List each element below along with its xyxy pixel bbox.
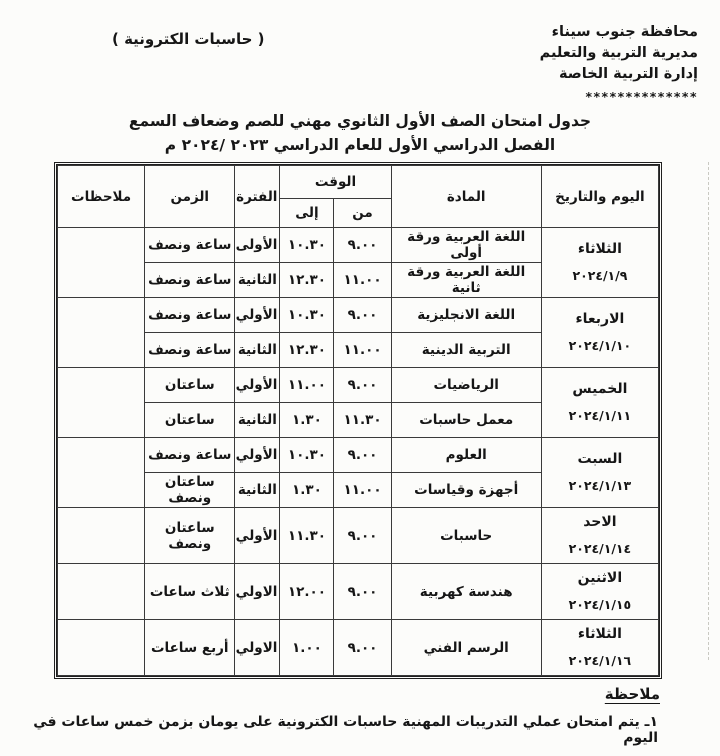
notes-cell — [58, 508, 145, 564]
duration-cell: أربع ساعات — [145, 620, 235, 676]
period-cell: الأولي — [235, 438, 280, 473]
day-date: ٢٠٢٤/١/١٥ — [568, 597, 632, 612]
subject-cell: هندسة كهربية — [391, 564, 541, 620]
time-to-cell: ١٢.٠٠ — [280, 564, 334, 620]
duration-cell: ساعة ونصف — [145, 263, 235, 298]
unit-label: ( حاسبات الكترونية ) — [112, 30, 265, 48]
notes-cell — [58, 298, 145, 368]
title-line-2: الفصل الدراسي الأول للعام الدراسي ٢٠٢٣ /٢٠٢٤ م — [164, 136, 556, 154]
day-date-cell — [541, 438, 658, 508]
time-from-cell: ٩.٠٠ — [334, 298, 391, 333]
subject-cell: أجهزة وقياسات — [391, 473, 541, 508]
time-to-cell: ١١.٠٠ — [280, 368, 334, 403]
scan-artifact-line — [708, 162, 709, 660]
org-line-department: إدارة التربية الخاصة — [558, 66, 698, 82]
time-to-cell: ١٠.٣٠ — [280, 298, 334, 333]
day-name: الثلاثاء — [577, 626, 622, 642]
day-name: الثلاثاء — [577, 241, 622, 257]
day-date: ٢٠٢٤/١/١١ — [568, 408, 632, 423]
day-date: ٢٠٢٤/١/١٦ — [568, 653, 632, 668]
notes-cell — [58, 438, 145, 508]
day-date-cell — [541, 508, 658, 564]
day-date-cell — [541, 564, 658, 620]
day-date: ٢٠٢٤/١/١٠ — [568, 338, 632, 353]
day-name: الاحد — [583, 514, 617, 530]
exam-schedule-table-frame — [54, 162, 662, 679]
time-to-cell: ١.٠٠ — [280, 620, 334, 676]
day-name: الاثنين — [577, 570, 623, 586]
time-from-cell: ٩.٠٠ — [334, 438, 391, 473]
time-to-cell: ١.٣٠ — [280, 403, 334, 438]
table-row — [58, 228, 659, 263]
header-day-date: اليوم والتاريخ — [541, 166, 658, 228]
org-divider-stars: ************** — [585, 89, 698, 104]
title-line-1: جدول امتحان الصف الأول الثانوي مهني للصم وضعاف السمع — [128, 112, 592, 130]
subject-cell: الرياضيات — [391, 368, 541, 403]
header-time: الوقت — [280, 166, 391, 199]
subject-cell: اللغة العربية ورقة ثانية — [391, 263, 541, 298]
duration-cell: ساعتان ونصف — [145, 508, 235, 564]
exam-schedule-table — [57, 165, 659, 676]
day-name: الخميس — [572, 381, 628, 397]
header-period: الفترة — [235, 166, 280, 228]
period-cell: الاولي — [235, 564, 280, 620]
org-line-governorate: محافظة جنوب سيناء — [551, 24, 698, 40]
day-date: ٢٠٢٤/١/١٣ — [568, 478, 632, 493]
period-cell: الأولي — [235, 298, 280, 333]
day-date-cell — [541, 620, 658, 676]
time-to-cell: ١٢.٣٠ — [280, 263, 334, 298]
duration-cell: ساعتان — [145, 403, 235, 438]
period-cell: الاولي — [235, 620, 280, 676]
table-row — [58, 620, 659, 676]
table-row — [58, 564, 659, 620]
footer-note-title: ملاحظة — [604, 685, 660, 703]
footer-note-line: ١ـ يتم امتحان عملي التدريبات المهنية حاسبات الكترونية على يومان بزمن خمس ساعات في اليوم — [33, 714, 658, 746]
day-date: ٢٠٢٤/١/١٤ — [568, 541, 632, 556]
period-cell: الثانية — [235, 473, 280, 508]
time-from-cell: ٩.٠٠ — [334, 564, 391, 620]
header-duration: الزمن — [145, 166, 235, 228]
subject-cell: العلوم — [391, 438, 541, 473]
day-date-cell — [541, 298, 658, 368]
table-row — [58, 368, 659, 403]
org-line-directorate: مديرية التربية والتعليم — [539, 45, 698, 61]
duration-cell: ثلاث ساعات — [145, 564, 235, 620]
day-date-cell — [541, 368, 658, 438]
duration-cell: ساعتان ونصف — [145, 473, 235, 508]
period-cell: الثانية — [235, 263, 280, 298]
time-to-cell: ١٢.٣٠ — [280, 333, 334, 368]
header-time-from: من — [334, 199, 391, 228]
period-cell: الثانية — [235, 333, 280, 368]
time-to-cell: ١.٣٠ — [280, 473, 334, 508]
time-from-cell: ١١.٠٠ — [334, 473, 391, 508]
subject-cell: معمل حاسبات — [391, 403, 541, 438]
duration-cell: ساعة ونصف — [145, 228, 235, 263]
subject-cell: اللغة الانجليزية — [391, 298, 541, 333]
duration-cell: ساعة ونصف — [145, 298, 235, 333]
notes-cell — [58, 228, 145, 298]
subject-cell: التربية الدينية — [391, 333, 541, 368]
time-from-cell: ٩.٠٠ — [334, 228, 391, 263]
period-cell: الثانية — [235, 403, 280, 438]
time-to-cell: ١٠.٣٠ — [280, 438, 334, 473]
time-from-cell: ٩.٠٠ — [334, 508, 391, 564]
header-time-to: إلى — [280, 199, 334, 228]
day-date-cell — [541, 228, 658, 298]
day-name: الاربعاء — [575, 311, 625, 327]
subject-cell: اللغة العربية ورقة أولى — [391, 228, 541, 263]
period-cell: الأولي — [235, 508, 280, 564]
period-cell: الأولي — [235, 368, 280, 403]
day-date: ٢٠٢٤/١/٩ — [572, 268, 628, 283]
duration-cell: ساعة ونصف — [145, 333, 235, 368]
period-cell: الأولى — [235, 228, 280, 263]
subject-cell: الرسم الفني — [391, 620, 541, 676]
time-from-cell: ١١.٣٠ — [334, 403, 391, 438]
time-from-cell: ١١.٠٠ — [334, 263, 391, 298]
header-subject: المادة — [391, 166, 541, 228]
table-row — [58, 298, 659, 333]
duration-cell: ساعتان — [145, 368, 235, 403]
table-row — [58, 508, 659, 564]
notes-cell — [58, 620, 145, 676]
table-row — [58, 438, 659, 473]
header-notes: ملاحظات — [58, 166, 145, 228]
day-name: السبت — [577, 451, 623, 467]
time-from-cell: ٩.٠٠ — [334, 620, 391, 676]
notes-cell — [58, 564, 145, 620]
duration-cell: ساعة ونصف — [145, 438, 235, 473]
time-from-cell: ١١.٠٠ — [334, 333, 391, 368]
subject-cell: حاسبات — [391, 508, 541, 564]
document-title — [55, 109, 665, 157]
time-to-cell: ١٠.٣٠ — [280, 228, 334, 263]
organization-header — [540, 22, 698, 107]
time-from-cell: ٩.٠٠ — [334, 368, 391, 403]
notes-cell — [58, 368, 145, 438]
time-to-cell: ١١.٣٠ — [280, 508, 334, 564]
